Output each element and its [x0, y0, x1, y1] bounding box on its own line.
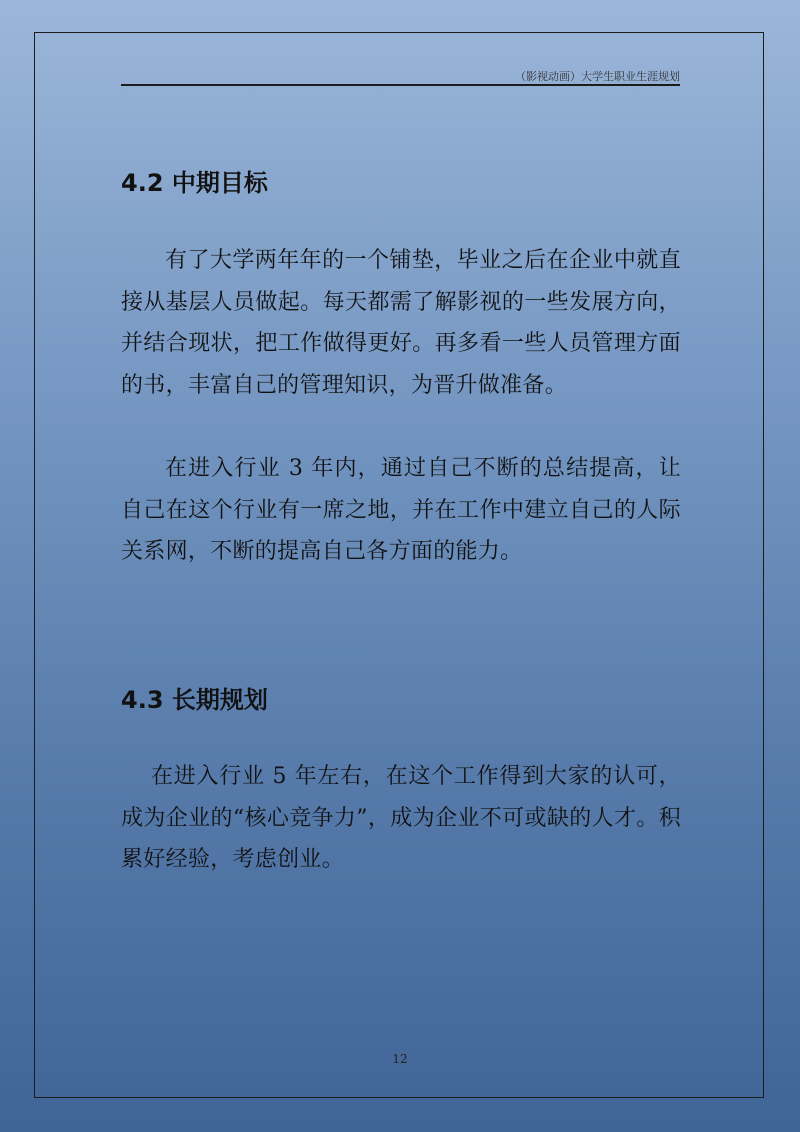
- page-number: 12: [392, 1052, 408, 1066]
- running-header: （影视动画）大学生职业生涯规划: [515, 70, 680, 83]
- paragraph-long-term-1: 在进入行业 5 年左右，在这个工作得到大家的认可，成为企业的“核心竞争力”，成为企业不可或缺的人才。积累好经验，考虑创业。: [121, 764, 681, 872]
- section-heading-long-term: 4.3 长期规划: [121, 686, 268, 714]
- paragraph-mid-term-1: 有了大学两年年的一个铺垫，毕业之后在企业中就直接从基层人员做起。每天都需了解影视的一些发展方向，并结合现状，把工作做得更好。再多看一些人员管理方面的书，丰富自己的管理知识，为晋升做准备。: [121, 248, 681, 398]
- paragraph-mid-term-2: 在进入行业 3 年内，通过自己不断的总结提高，让自己在这个行业有一席之地，并在工作中建立自己的人际关系网，不断的提高自己各方面的能力。: [121, 456, 681, 564]
- section-heading-mid-term: 4.2 中期目标: [121, 169, 268, 197]
- header-divider: [121, 84, 680, 86]
